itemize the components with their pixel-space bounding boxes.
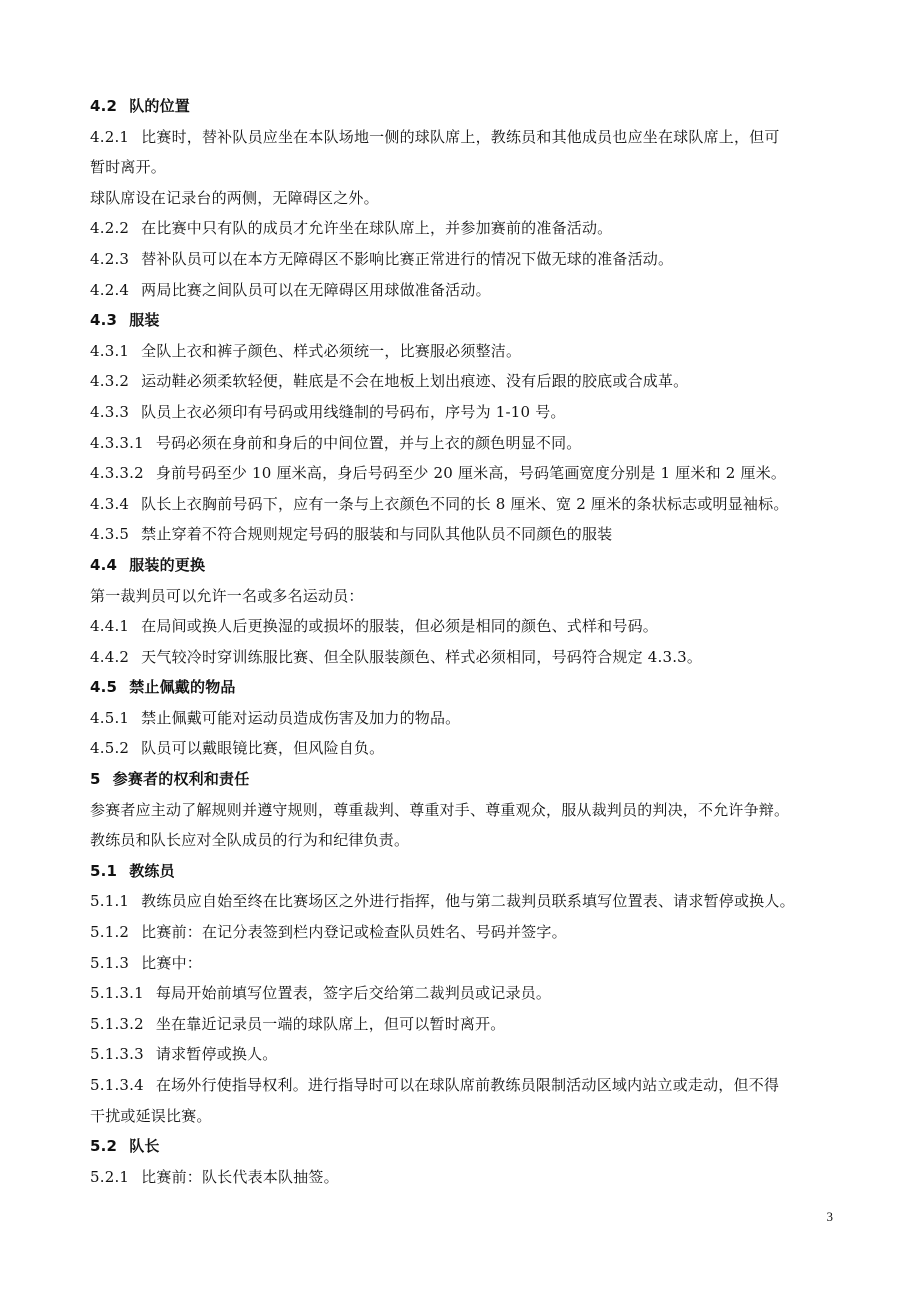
paragraph-line (90, 122, 836, 153)
clause-number: 4.2.1 (90, 127, 130, 146)
clause-text: 在比赛中只有队的成员才允许坐在球队席上，并参加赛前的准备活动。 (141, 219, 613, 238)
paragraph-line (90, 703, 836, 734)
clause-number: 4.3 (90, 311, 118, 330)
paragraph-line (90, 1070, 836, 1101)
page-number: 3 (826, 1209, 833, 1224)
paragraph-line (90, 611, 836, 642)
document-body (90, 91, 836, 1192)
paragraph-line (90, 183, 836, 214)
clause-text: 在场外行使指导权利。进行指导时可以在球队席前教练员限制活动区域内站立或走动，但不得 (155, 1076, 780, 1094)
clause-text: 教练员 (129, 861, 175, 880)
clause-number: 4.4 (90, 555, 118, 574)
clause-text: 比赛时，替补队员应坐在本队场地一侧的球队席上，教练员和其他成员也应坐在球队席上，但可 (141, 127, 780, 146)
clause-text: 队长上衣胸前号码下，应有一条与上衣颜色不同的长 8 厘米、宽 2 厘米的条状标志或明显袖标。 (141, 494, 789, 513)
clause-text: 禁止穿着不符合规则规定号码的服装和与同队其他队员不同颜色的服装 (141, 525, 613, 544)
paragraph-line (90, 1009, 836, 1040)
clause-text: 第一裁判员可以允许一名或多名运动员： (90, 586, 364, 605)
clause-text: 禁止佩戴的物品 (129, 678, 236, 697)
clause-text: 比赛前：队长代表本队抽签。 (141, 1167, 339, 1186)
section-heading (90, 305, 836, 336)
clause-text: 比赛前：在记分表签到栏内登记或检查队员姓名、号码并签字。 (141, 923, 567, 942)
paragraph-line (90, 825, 836, 856)
clause-number: 5.1.3.3 (90, 1045, 144, 1064)
paragraph-line (90, 366, 836, 397)
paragraph-line (90, 917, 836, 948)
clause-number: 4.3.4 (90, 494, 130, 513)
clause-text: 坐在靠近记录员一端的球队席上，但可以暂时离开。 (155, 1014, 506, 1033)
clause-text: 干扰或延误比赛。 (90, 1106, 212, 1125)
clause-text: 请求暂停或换人。 (155, 1045, 278, 1064)
clause-number: 4.5 (90, 678, 118, 697)
clause-text: 两局比赛之间队员可以在无障碍区用球做准备活动。 (141, 280, 491, 299)
clause-number: 4.3.2 (90, 372, 130, 391)
clause-text: 比赛中： (141, 953, 202, 972)
clause-number: 5.1.3.2 (90, 1014, 144, 1033)
clause-number: 4.4.2 (90, 647, 130, 666)
section-heading (90, 764, 836, 795)
clause-number: 4.3.3.2 (90, 464, 144, 483)
paragraph-line (90, 1162, 836, 1193)
paragraph-line (90, 244, 836, 275)
section-heading (90, 550, 836, 581)
paragraph-line (90, 397, 836, 428)
clause-number: 4.2.3 (90, 249, 130, 268)
clause-number: 4.3.5 (90, 525, 130, 544)
clause-text: 身前号码至少 10 厘米高，身后号码至少 20 厘米高，号码笔画宽度分别是 1 厘米和 2 厘米。 (155, 464, 787, 483)
clause-text: 每局开始前填写位置表，签字后交给第二裁判员或记录员。 (155, 984, 552, 1003)
clause-text: 全队上衣和裤子颜色、样式必须统一，比赛服必须整洁。 (141, 341, 522, 360)
clause-number: 5.1.2 (90, 923, 130, 942)
clause-text: 队员可以戴眼镜比赛，但风险自负。 (141, 739, 385, 758)
clause-text: 队的位置 (129, 97, 190, 115)
paragraph-line (90, 275, 836, 306)
paragraph-line (90, 1101, 836, 1132)
paragraph-line (90, 581, 836, 612)
paragraph-line (90, 336, 836, 367)
clause-text: 教练员和队长应对全队成员的行为和纪律负责。 (90, 831, 410, 850)
clause-number: 4.5.2 (90, 739, 130, 758)
paragraph-line (90, 733, 836, 764)
clause-number: 4.2.4 (90, 280, 130, 299)
clause-text: 替补队员可以在本方无障碍区不影响比赛正常进行的情况下做无球的准备活动。 (141, 249, 674, 268)
clause-text: 球队席设在记录台的两侧，无障碍区之外。 (90, 188, 379, 207)
paragraph-line (90, 213, 836, 244)
paragraph-line (90, 948, 836, 979)
clause-number: 4.3.3.1 (90, 433, 144, 452)
clause-number: 5.1.3.1 (90, 984, 144, 1003)
clause-text: 服装的更换 (129, 555, 206, 574)
clause-text: 参赛者应主动了解规则并遵守规则，尊重裁判、尊重对手、尊重观众，服从裁判员的判决，不允许争辩。 (90, 800, 790, 819)
clause-number: 5 (90, 770, 101, 789)
clause-number: 4.4.1 (90, 617, 130, 636)
clause-number: 4.2.2 (90, 219, 130, 238)
clause-text: 服装 (129, 311, 160, 330)
clause-number: 4.3.3 (90, 402, 130, 421)
paragraph-line (90, 886, 836, 917)
clause-number: 4.5.1 (90, 708, 130, 727)
paragraph-line (90, 978, 836, 1009)
clause-text: 参赛者的权利和责任 (112, 770, 250, 789)
clause-number: 5.2.1 (90, 1167, 130, 1186)
clause-text: 教练员应自始至终在比赛场区之外进行指挥，他与第二裁判员联系填写位置表、请求暂停或换人。 (141, 892, 795, 911)
paragraph-line (90, 642, 836, 673)
section-heading (90, 856, 836, 887)
clause-text: 暂时离开。 (90, 158, 167, 177)
section-heading (90, 1131, 836, 1162)
clause-text: 在局间或换人后更换湿的或损坏的服装，但必须是相同的颜色、式样和号码。 (141, 617, 658, 636)
clause-text: 号码必须在身前和身后的中间位置，并与上衣的颜色明显不同。 (155, 433, 582, 452)
section-heading (90, 672, 836, 703)
paragraph-line (90, 152, 836, 183)
clause-number: 5.1.1 (90, 892, 130, 911)
clause-number: 5.2 (90, 1137, 118, 1156)
clause-text: 队长 (129, 1137, 160, 1156)
clause-number: 4.3.1 (90, 341, 130, 360)
clause-number: 5.1 (90, 861, 118, 880)
clause-number: 5.1.3.4 (90, 1076, 144, 1094)
clause-text: 天气较冷时穿训练服比赛、但全队服装颜色、样式必须相同，号码符合规定 4.3.3。 (141, 647, 703, 666)
clause-number: 5.1.3 (90, 953, 130, 972)
clause-text: 禁止佩戴可能对运动员造成伤害及加力的物品。 (141, 708, 461, 727)
section-heading (90, 91, 836, 122)
paragraph-line (90, 428, 836, 459)
clause-number: 4.2 (90, 97, 118, 115)
paragraph-line (90, 795, 836, 826)
clause-text: 运动鞋必须柔软轻便，鞋底是不会在地板上划出痕迹、没有后跟的胶底或合成革。 (141, 372, 689, 391)
paragraph-line (90, 519, 836, 550)
paragraph-line (90, 458, 836, 489)
clause-text: 队员上衣必须印有号码或用线缝制的号码布，序号为 1-10 号。 (141, 402, 566, 421)
paragraph-line (90, 489, 836, 520)
paragraph-line (90, 1039, 836, 1070)
